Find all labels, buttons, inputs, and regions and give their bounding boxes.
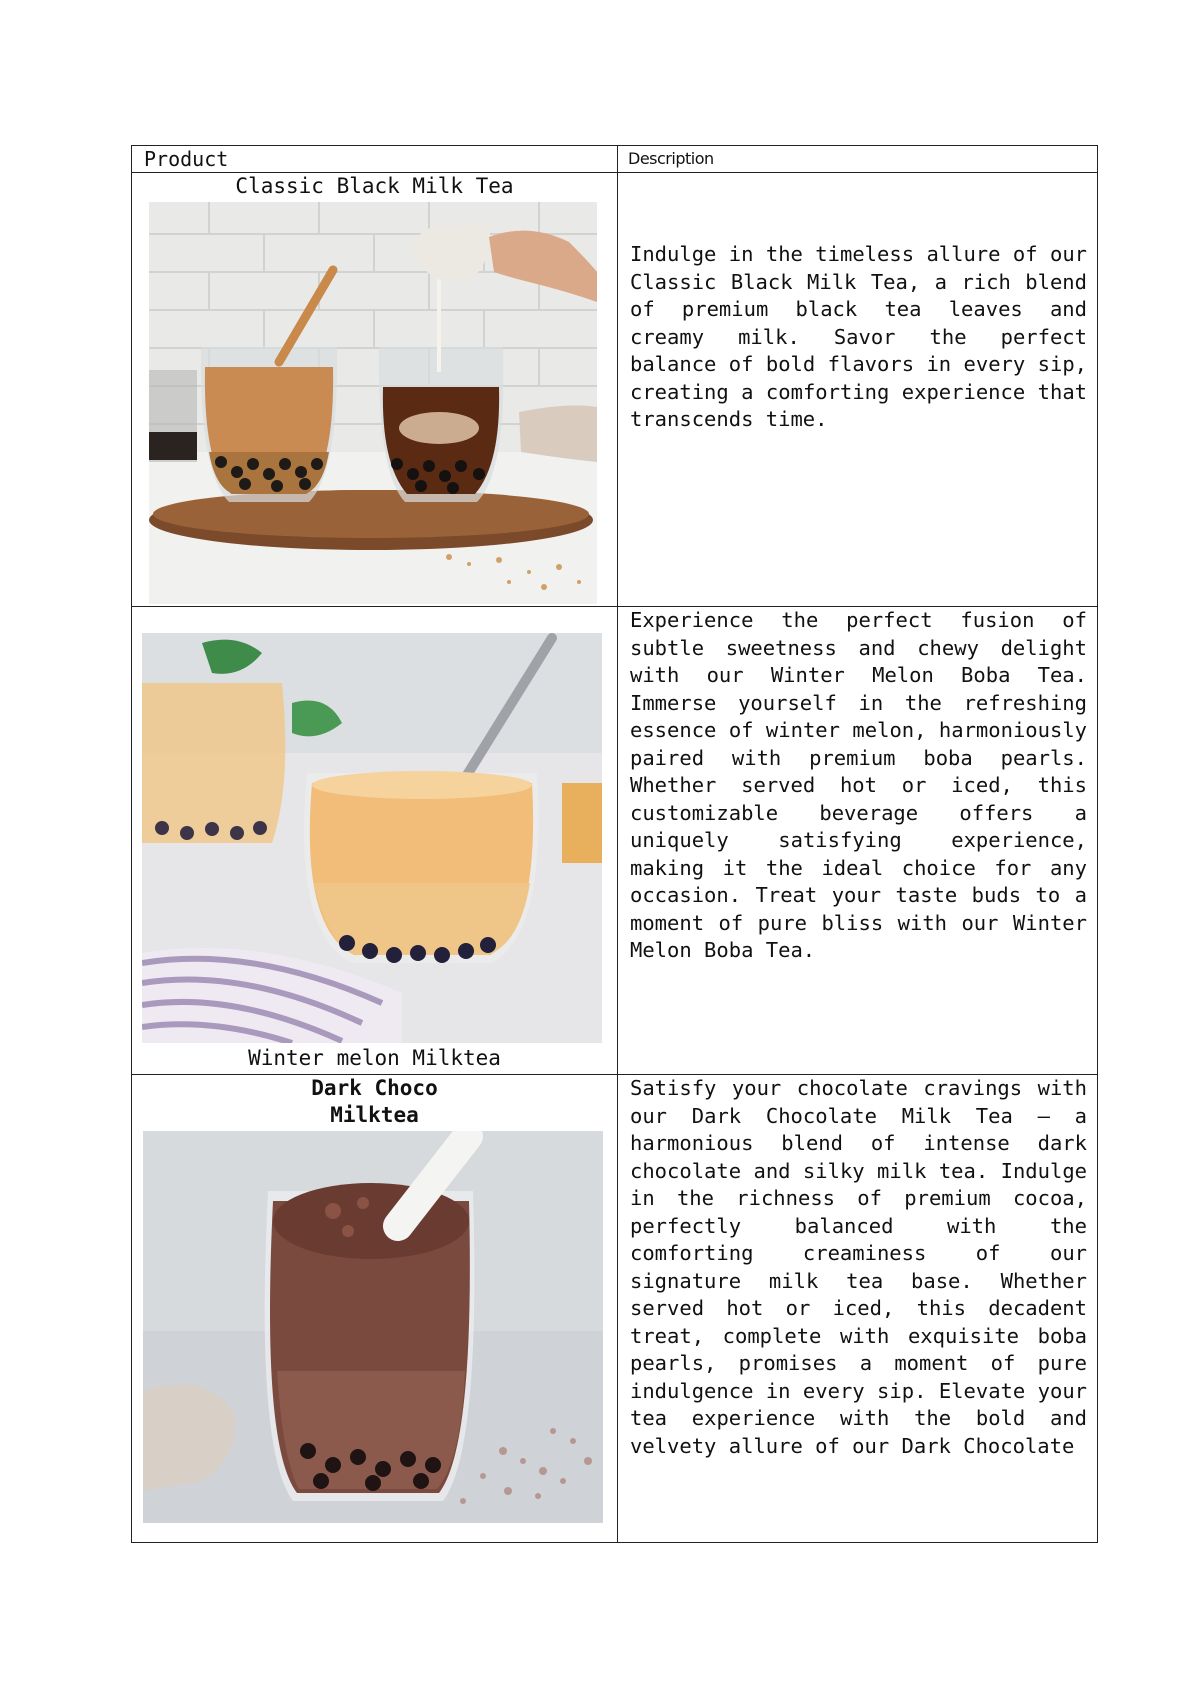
product-table — [131, 145, 1098, 1543]
product-photo-dark-choco — [143, 1131, 603, 1523]
product-description: Satisfy your chocolate cravings with our Dark Chocolate Milk Tea – a harmonious blend of intense dark chocolate and silky milk tea. Indulge in the richness of premium cocoa, perfectly balanced with the comforting creaminess of our signature milk tea base. Whether served hot or iced, this decadent treat, complete with exquisite boba pearls, promises a moment of pure indulgence in every sip. Elevate your tea experience with the bold and velvety allure of our Dark Chocolate — [630, 1076, 1087, 1458]
table-header-row — [132, 146, 1098, 173]
description-cell — [618, 1075, 1098, 1543]
product-description: Indulge in the timeless allure of our Classic Black Milk Tea, a rich blend of premium black tea leaves and creamy milk. Savor the perfect balance of bold flavors in every sip, creating a comforting experience that transcends time. — [630, 242, 1087, 431]
table-row — [132, 1075, 1098, 1543]
product-photo-winter-melon — [142, 633, 602, 1043]
description-cell — [618, 607, 1098, 1075]
product-title: Dark Choco Milktea — [311, 1076, 438, 1127]
product-description: Experience the perfect fusion of subtle sweetness and chewy delight with our Winter Melon Boba Tea. Immerse yourself in the refreshing essence of winter melon, harmoniously paired with premium boba pearls. Whether served hot or iced, this customizable beverage offers a uniquely satisfying experience, making it the ideal choice for any occasion. Treat your taste buds to a moment of pure bliss with our Winter Melon Boba Tea. — [630, 608, 1087, 962]
description-cell — [618, 173, 1098, 607]
table-row — [132, 607, 1098, 1075]
header-description: Description — [618, 146, 1098, 173]
product-cell — [132, 173, 618, 607]
product-photo-black-milk-tea — [149, 202, 597, 604]
product-title: Winter melon Milktea — [248, 1046, 501, 1070]
product-title: Classic Black Milk Tea — [235, 174, 514, 198]
table-row — [132, 173, 1098, 607]
product-cell — [132, 1075, 618, 1543]
product-cell — [132, 607, 618, 1075]
header-product: Product — [132, 146, 618, 173]
